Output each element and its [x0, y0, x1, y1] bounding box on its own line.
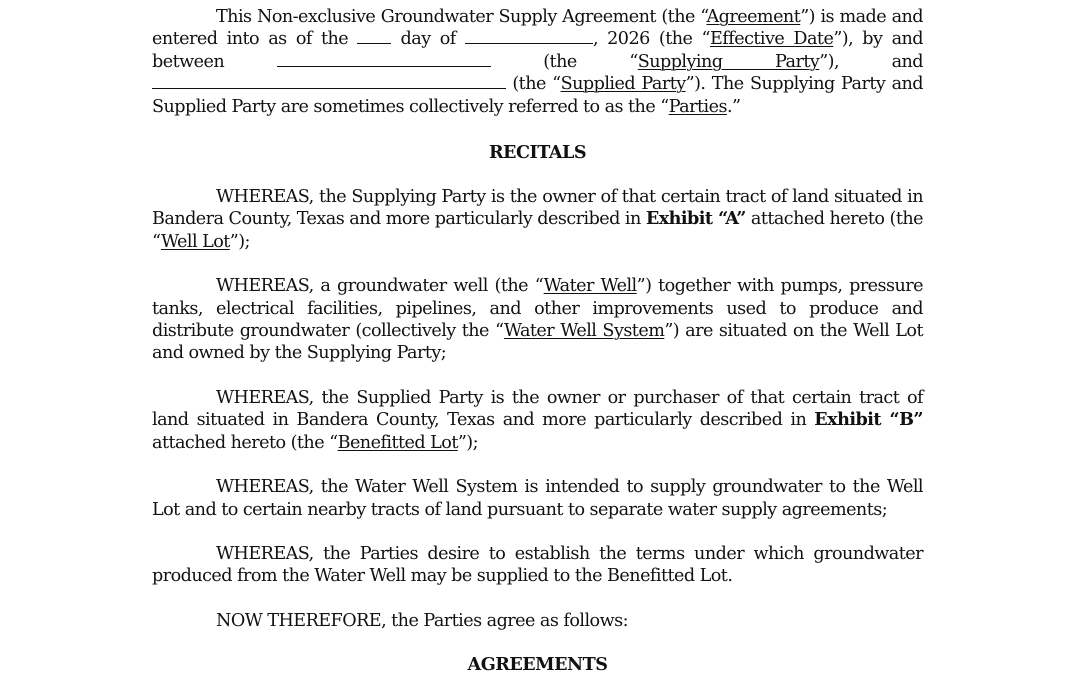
- intro-text: This Non-exclusive Groundwater Supply Agreement (the “: [216, 7, 707, 27]
- agreements-heading: AGREEMENTS: [467, 654, 608, 676]
- exhibit-a-reference: Exhibit “A”: [645, 208, 746, 230]
- defined-term-supplied-party: Supplied Party: [560, 74, 686, 95]
- defined-term-benefitted-lot: Benefitted Lot: [337, 432, 458, 453]
- exhibit-b-reference: Exhibit “B”: [814, 409, 923, 431]
- defined-term-well-lot: Well Lot: [160, 231, 230, 252]
- defined-term-effective-date: Effective Date: [710, 29, 834, 50]
- defined-term-parties: Parties: [668, 96, 727, 117]
- recital-text: WHEREAS, the Supplying Party is the owner of that certain tract of land situated in Bandera County, Texas and more particularly described in: [152, 187, 923, 230]
- recital-text: attached hereto (the “: [152, 432, 338, 453]
- intro-text: , 2026 (the “: [592, 29, 711, 50]
- defined-term-supplying-party: Supplying Party: [637, 51, 820, 72]
- day-blank-field[interactable]: [357, 29, 391, 44]
- defined-term-agreement: Agreement: [706, 7, 801, 27]
- now-therefore-paragraph: NOW THEREFORE, the Parties agree as follows:: [216, 610, 628, 631]
- intro-text: .”: [726, 96, 741, 117]
- recital-text: WHEREAS, a groundwater well (the “: [216, 276, 544, 297]
- recital-text: ”);: [229, 231, 250, 252]
- month-blank-field[interactable]: [465, 29, 593, 44]
- supplied-party-blank-field[interactable]: [152, 74, 506, 89]
- intro-text: (the “: [512, 74, 561, 95]
- recitals-heading: RECITALS: [488, 142, 587, 164]
- intro-text: ”), by and between: [152, 29, 924, 72]
- intro-text: ”) is made and entered into as of the: [152, 7, 923, 50]
- recital-paragraph: [152, 186, 923, 253]
- recital-paragraph: [152, 387, 923, 454]
- intro-text: (the “: [543, 51, 638, 72]
- recital-text: ”) together with pumps, pressure tanks, electrical facilities, pipelines, and other improvements used to produce and distribute groundwater (collectively the “: [152, 276, 923, 342]
- intro-text: ”). The Supplying Party and Supplied Party are sometimes collectively referred to as the “: [152, 74, 924, 117]
- recital-paragraph: WHEREAS, the Parties desire to establish the terms under which groundwater produced from the Water Well may be supplied to the Benefitted Lot.: [152, 543, 923, 587]
- recital-text: ”) are situated on the Well Lot and owned by the Supplying Party;: [152, 321, 923, 364]
- intro-text: day of: [391, 29, 465, 50]
- intro-paragraph: [152, 6, 923, 118]
- recital-paragraph: [152, 275, 923, 365]
- recital-text: WHEREAS, the Supplied Party is the owner or purchaser of that certain tract of land situated in Bandera County, Texas and more particularly described in: [152, 387, 923, 431]
- supplying-party-blank-field[interactable]: [277, 52, 491, 67]
- document-page: [152, 6, 923, 676]
- recital-text: ”);: [457, 432, 478, 453]
- recital-text: attached hereto (the “: [152, 209, 923, 252]
- defined-term-water-well-system: Water Well System: [503, 321, 665, 342]
- intro-text: ”), and: [819, 51, 924, 72]
- defined-term-water-well: Water Well: [543, 276, 637, 297]
- recital-paragraph: WHEREAS, the Water Well System is intended to supply groundwater to the Well Lot and to certain nearby tracts of land pursuant to separate water supply agreements;: [152, 477, 923, 520]
